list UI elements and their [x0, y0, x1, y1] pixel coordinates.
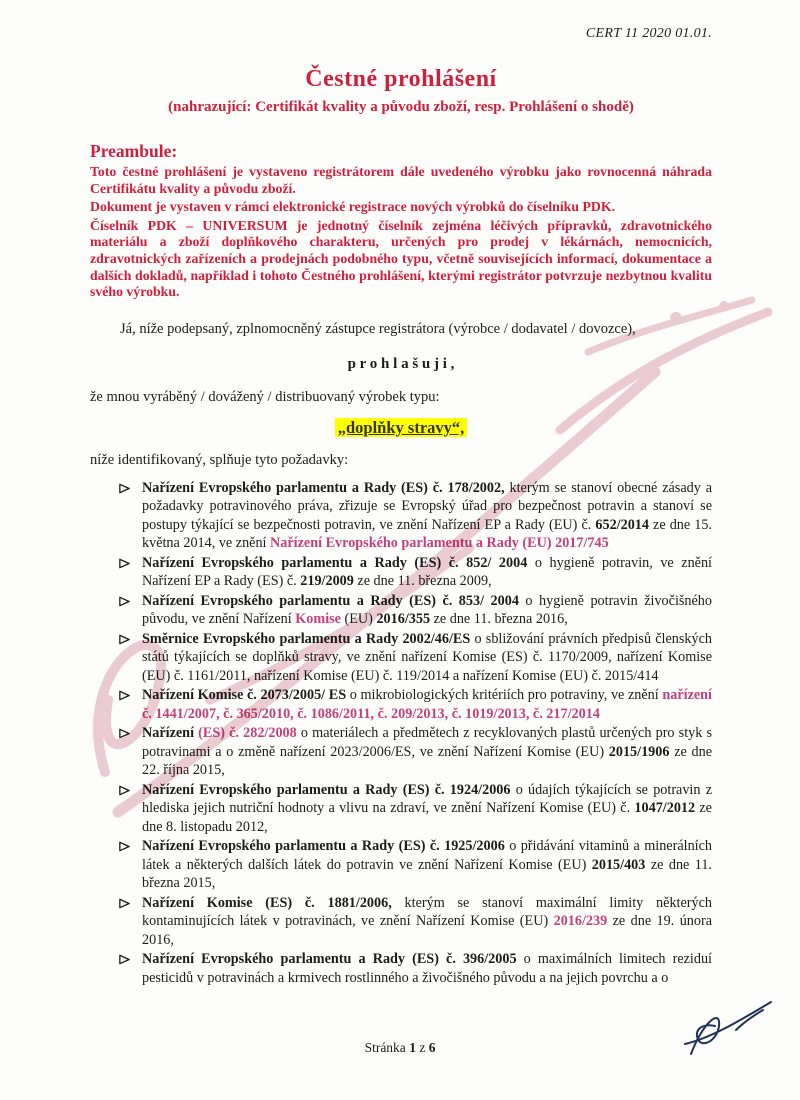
list-item [118, 950, 712, 987]
arrow-bullet-icon [118, 554, 142, 591]
list-item-text [142, 781, 712, 837]
text-segment: o maximálních limitech reziduí pesticidů v potravinách a krmivech rostlinného a živočišného původu a na jejich povrchu a o [142, 951, 712, 986]
arrow-bullet-icon [118, 592, 142, 629]
declarant-intro: Já, níže podepsaný, zplnomocněný zástupce registrátora (výrobce / dodavatel / dovozce), [120, 320, 636, 337]
arrow-bullet-icon [118, 686, 142, 723]
footer-of: z [415, 1040, 429, 1055]
arrow-bullet-icon [118, 630, 142, 686]
arrow-bullet-icon [118, 724, 142, 780]
text-segment: (ES) č. 282/2008 [198, 725, 297, 742]
preamble-paragraph: Dokument je vystaven v rámci elektronické registrace nových výrobků do číselníku PDK. [90, 199, 616, 215]
text-segment: (EU) [340, 611, 377, 628]
text-segment: Nařízení Evropského parlamentu a Rady (ES) č. 853/ 2004 [142, 592, 519, 609]
text-segment: kterým se stanoví obecné zásady a požadavky potravinového práva, zřizuje se Evropský úřad pro bezpečnost potravin a stanoví se postupy týkající se bezpečnosti potravin, ve znění Nařízení EP a Rady (EU) č. [142, 479, 712, 533]
highlighted-product-row [90, 418, 712, 438]
list-item-text [142, 950, 712, 987]
text-segment: Nařízení Evropského parlamentu a Rady (ES) č. 1924/2006 [142, 781, 511, 798]
text-segment: 219/2009 [300, 573, 354, 590]
list-item [118, 592, 712, 629]
list-item-text [142, 724, 712, 780]
text-segment: ze dne 15. května 2014, ve znění [142, 516, 712, 552]
text-segment: Směrnice Evropského parlamentu a Rady 2002/46/ES [142, 630, 471, 647]
text-segment: ze dne 11. března 2016, [430, 611, 568, 628]
text-segment: ze dne 19. února 2016, [142, 913, 712, 948]
text-segment: Nařízení Evropského parlamentu a Rady (ES) č. 178/2002, [142, 479, 510, 496]
list-item-text [142, 837, 712, 893]
text-segment: 1047/2012 [634, 800, 696, 817]
text-segment: Nařízení Evropského parlamentu a Rady (ES) č. 1925/2006 [142, 838, 505, 855]
text-segment: 2016/355 [376, 611, 431, 628]
text-segment: Nařízení Komise č. 2073/2005/ ES [142, 687, 347, 704]
arrow-bullet-icon [118, 781, 142, 837]
list-item [118, 686, 712, 723]
text-segment: 2015/403 [591, 856, 646, 873]
text-segment: o mikrobiologických kritériích pro potraviny, ve znění [346, 687, 663, 704]
list-item [118, 630, 712, 686]
text-segment: o hygieně potravin, ve znění Nařízení EP a Rady (ES) č. [142, 554, 712, 590]
doc-reference: CERT 11 2020 01.01. [585, 26, 712, 41]
list-item-text [142, 630, 712, 686]
text-segment: ze dne 8. listopadu 2012, [142, 800, 712, 835]
text-segment: 2015/1906 [608, 743, 670, 760]
text-segment: Komise [295, 611, 341, 628]
footer-label: Stránka [364, 1040, 410, 1055]
arrow-bullet-icon [118, 950, 142, 987]
list-item [118, 781, 712, 837]
footer-total-pages: 6 [428, 1040, 436, 1055]
text-segment: nařízení č. 1441/2007, č. 365/2010, č. 1086/2011, č. 209/2013, č. 1019/2013, č. 217/2014 [142, 687, 712, 722]
text-segment: 652/2014 [595, 516, 649, 533]
arrow-bullet-icon [118, 479, 142, 553]
text-segment: ze dne 22. října 2015, [142, 743, 712, 779]
list-item-text [142, 686, 712, 723]
list-item-text [142, 592, 712, 629]
text-segment: Nařízení Evropského parlamentu a Rady (ES) č. 396/2005 [142, 951, 517, 968]
list-item-text [142, 554, 712, 591]
text-segment: o materiálech a předmětech z recyklovaných plastů určených pro styk s potravinami a o změně nařízení 2023/2006/ES, ve znění Nařízení Komise (EU) [142, 725, 713, 760]
text-segment: ze dne 11. března 2009, [353, 573, 492, 590]
text-segment: o sbližování právních předpisů členských států týkajících se doplňků stravy, ve znění nařízení Komise (ES) č. 1170/2009, nařízení Komise (EU) č. 1161/2011, nařízení Komise (EU) č. 119/2014 a nařízení Komise (EU) č. 2015/414 [142, 630, 712, 684]
text-segment: 2016/239 [553, 913, 608, 930]
list-item [118, 479, 712, 553]
preamble-paragraph: Toto čestné prohlášení je vystaveno registrátorem dále uvedeného výrobku jako rovnocenná náhrada Certifikátu kvality a původu zboží. [90, 164, 712, 196]
arrow-bullet-icon [118, 837, 142, 893]
page-footer [0, 1040, 800, 1056]
product-type-line: že mnou vyráběný / dovážený / distribuovaný výrobek typu: [90, 388, 440, 405]
text-segment: Nařízení [142, 725, 199, 742]
list-item [118, 894, 712, 950]
text-segment: Nařízení Evropského parlamentu a Rady (EU) 2017/745 [270, 535, 609, 552]
text-segment: o hygieně potravin živočišného původu, ve znění Nařízení [142, 592, 712, 628]
declaration-word: p r o h l a š u j i , [347, 355, 455, 372]
text-segment: ze dne 11. března 2015, [142, 856, 712, 892]
list-item [118, 837, 712, 893]
text-segment: Nařízení Evropského parlamentu a Rady (ES) č. 852/ 2004 [142, 554, 528, 571]
highlighted-product: „doplňky stravy“, [335, 418, 468, 437]
text-segment: Nařízení Komise (ES) č. 1881/2006, [142, 894, 392, 911]
page-title: Čestné prohlášení [305, 66, 497, 92]
text-segment: o údajích týkajících se potravin z hlediska jejich nutriční hodnoty a vlivu na zdraví, ve znění Nařízení Komise (EU) č. [142, 781, 712, 817]
list-item-text [142, 894, 712, 950]
footer-page-number: 1 [409, 1040, 416, 1055]
arrow-bullet-icon [118, 894, 142, 950]
list-item [118, 724, 712, 780]
requirements-intro: níže identifikovaný, splňuje tyto požadavky: [90, 451, 349, 468]
list-item-text [142, 479, 712, 553]
text-segment: o přidávání vitaminů a minerálních látek a některých dalších látek do potravin ve znění Nařízení Komise (EU) [142, 838, 712, 873]
preamble-paragraph: Číselník PDK – UNIVERSUM je jednotný číselník zejména léčivých přípravků, zdravotnického materiálu a zboží doplňkového charakteru, určených pro prodej v lékárnách, nemocnicích, zdravotnických zařízeních a prodejnách podobného typu, včetně souvisejících informací, dokumentace a dalších dokladů, například i tohoto Čestného prohlášení, kterými registrátor potvrzuje nezbytnou kvalitu svého výrobku. [90, 217, 712, 300]
signature [681, 996, 776, 1066]
list-item [118, 554, 712, 591]
text-segment: kterým se stanoví maximální limity některých kontaminujících látek v potravinách, ve znění Nařízení Komise (EU) [142, 894, 712, 930]
requirements-list [90, 479, 712, 988]
page-subtitle: (nahrazující: Certifikát kvality a původu zboží, resp. Prohlášení o shodě) [168, 99, 634, 115]
preamble-heading: Preambule: [90, 141, 178, 161]
